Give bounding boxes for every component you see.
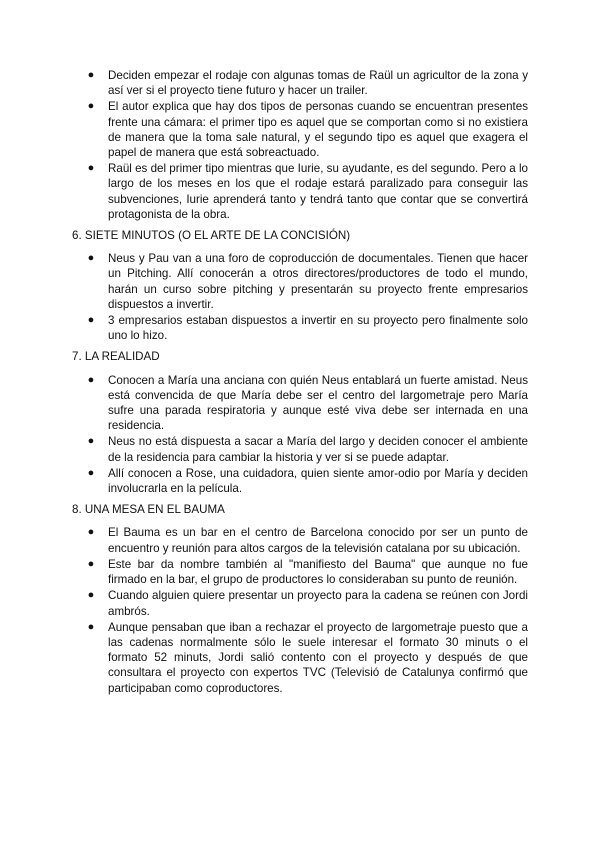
list-item [72, 620, 528, 696]
list-item-text: El Bauma es un bar en el centro de Barcelona conocido por ser un punto de encuentro y reunión para altos cargos de la televisión catalana por su ubicación. [108, 526, 528, 555]
list-item-text: El autor explica que hay dos tipos de personas cuando se encuentran presentes frente una cámara: el primer tipo es aquel que se comportan como si no existiera de manera que la toma sale natural, y el segundo tipo es aquel que exagera el papel de manera que está sobreactuado. [108, 100, 528, 160]
section-7-bullet-list [72, 373, 528, 497]
bullet-icon: ● [87, 162, 95, 175]
list-item-text: Este bar da nombre también al "manifiesto del Bauma" que aunque no fue firmado en la bar, el grupo de productores lo consideraban su punto de reunión. [108, 557, 528, 587]
bullet-icon: ● [87, 557, 95, 570]
section-6-bullet-list [72, 251, 528, 343]
list-item [72, 525, 528, 555]
bullet-icon: ● [87, 69, 95, 81]
section-heading-8: 8. UNA MESA EN EL BAUMA [72, 503, 225, 517]
bullet-icon: ● [87, 526, 95, 539]
list-item [72, 557, 528, 587]
list-item-text: Neus no está dispuesta a sacar a María del largo y deciden conocer el ambiente de la residencia para cambiar la historia y ver si se puede adaptar. [108, 435, 528, 464]
list-item-text: Neus y Pau van a una foro de coproducción de documentales. Tienen que hacer un Pitching. Allí conocerán a otros directores/productores de todo el mundo, harán un curso sobre pitching y presentarán su proyecto frente empresarios dispuestos a invertir. [108, 252, 528, 311]
bullet-icon: ● [87, 620, 95, 633]
list-item [72, 313, 528, 343]
list-item [72, 68, 528, 98]
list-item [72, 251, 528, 312]
bullet-icon: ● [87, 373, 95, 386]
section-heading-7: 7. LA REALIDAD [72, 350, 160, 364]
bullet-icon: ● [87, 252, 95, 265]
list-item [72, 373, 528, 434]
list-item [72, 99, 528, 160]
list-item [72, 161, 528, 222]
bullet-icon: ● [87, 466, 95, 479]
list-item [72, 466, 528, 496]
bullet-icon: ● [87, 314, 95, 327]
list-item-text: Cuando alguien quiere presentar un proyecto para la cadena se reúnen con Jordi ambrós. [108, 589, 528, 618]
list-item-text: Deciden empezar el rodaje con algunas tomas de Raül un agricultor de la zona y así ver si el proyecto tiene futuro y hacer un trailer. [108, 69, 528, 98]
list-item-text: 3 empresarios estaban dispuestos a invertir en su proyecto pero finalmente solo uno lo hizo. [108, 314, 528, 343]
list-item-text: Aunque pensaban que iban a rechazar el proyecto de largometraje puesto que a las cadenas normalmente sólo le suele interesar el formato 30 minuts o el formato 52 minuts, Jordi salió contento con el proyecto y después de que consultara el proyecto con expertos TVC (Televisió de Catalunya confirmó que participaban como coproductores. [108, 620, 528, 695]
intro-bullet-list [72, 68, 528, 222]
section-heading-6: 6. SIETE MINUTOS (O EL ARTE DE LA CONCISIÓN) [72, 229, 351, 243]
bullet-icon: ● [87, 589, 95, 602]
bullet-icon: ● [87, 435, 95, 448]
list-item-text: Allí conocen a Rose, una cuidadora, quien siente amor-odio por María y deciden involucrarla en la película. [108, 466, 528, 496]
bullet-icon: ● [87, 100, 95, 113]
list-item-text: Raül es del primer tipo mientras que Iurie, su ayudante, es del segundo. Pero a lo largo de los meses en los que el rodaje estará paralizado para conseguir las subvenciones, Iurie aprenderá tanto y tendrá tanto que contar que se convertirá protagonista de la obra. [108, 162, 528, 221]
list-item [72, 588, 528, 618]
document-body [72, 68, 528, 701]
list-item [72, 434, 528, 464]
list-item-text: Conocen a María una anciana con quién Neus entablará un fuerte amistad. Neus está convencida de que María debe ser el centro del largometraje pero María sufre una parada respiratoria y aunque esté viva debe ser internada en una residencia. [108, 373, 528, 433]
section-8-bullet-list [72, 525, 528, 695]
